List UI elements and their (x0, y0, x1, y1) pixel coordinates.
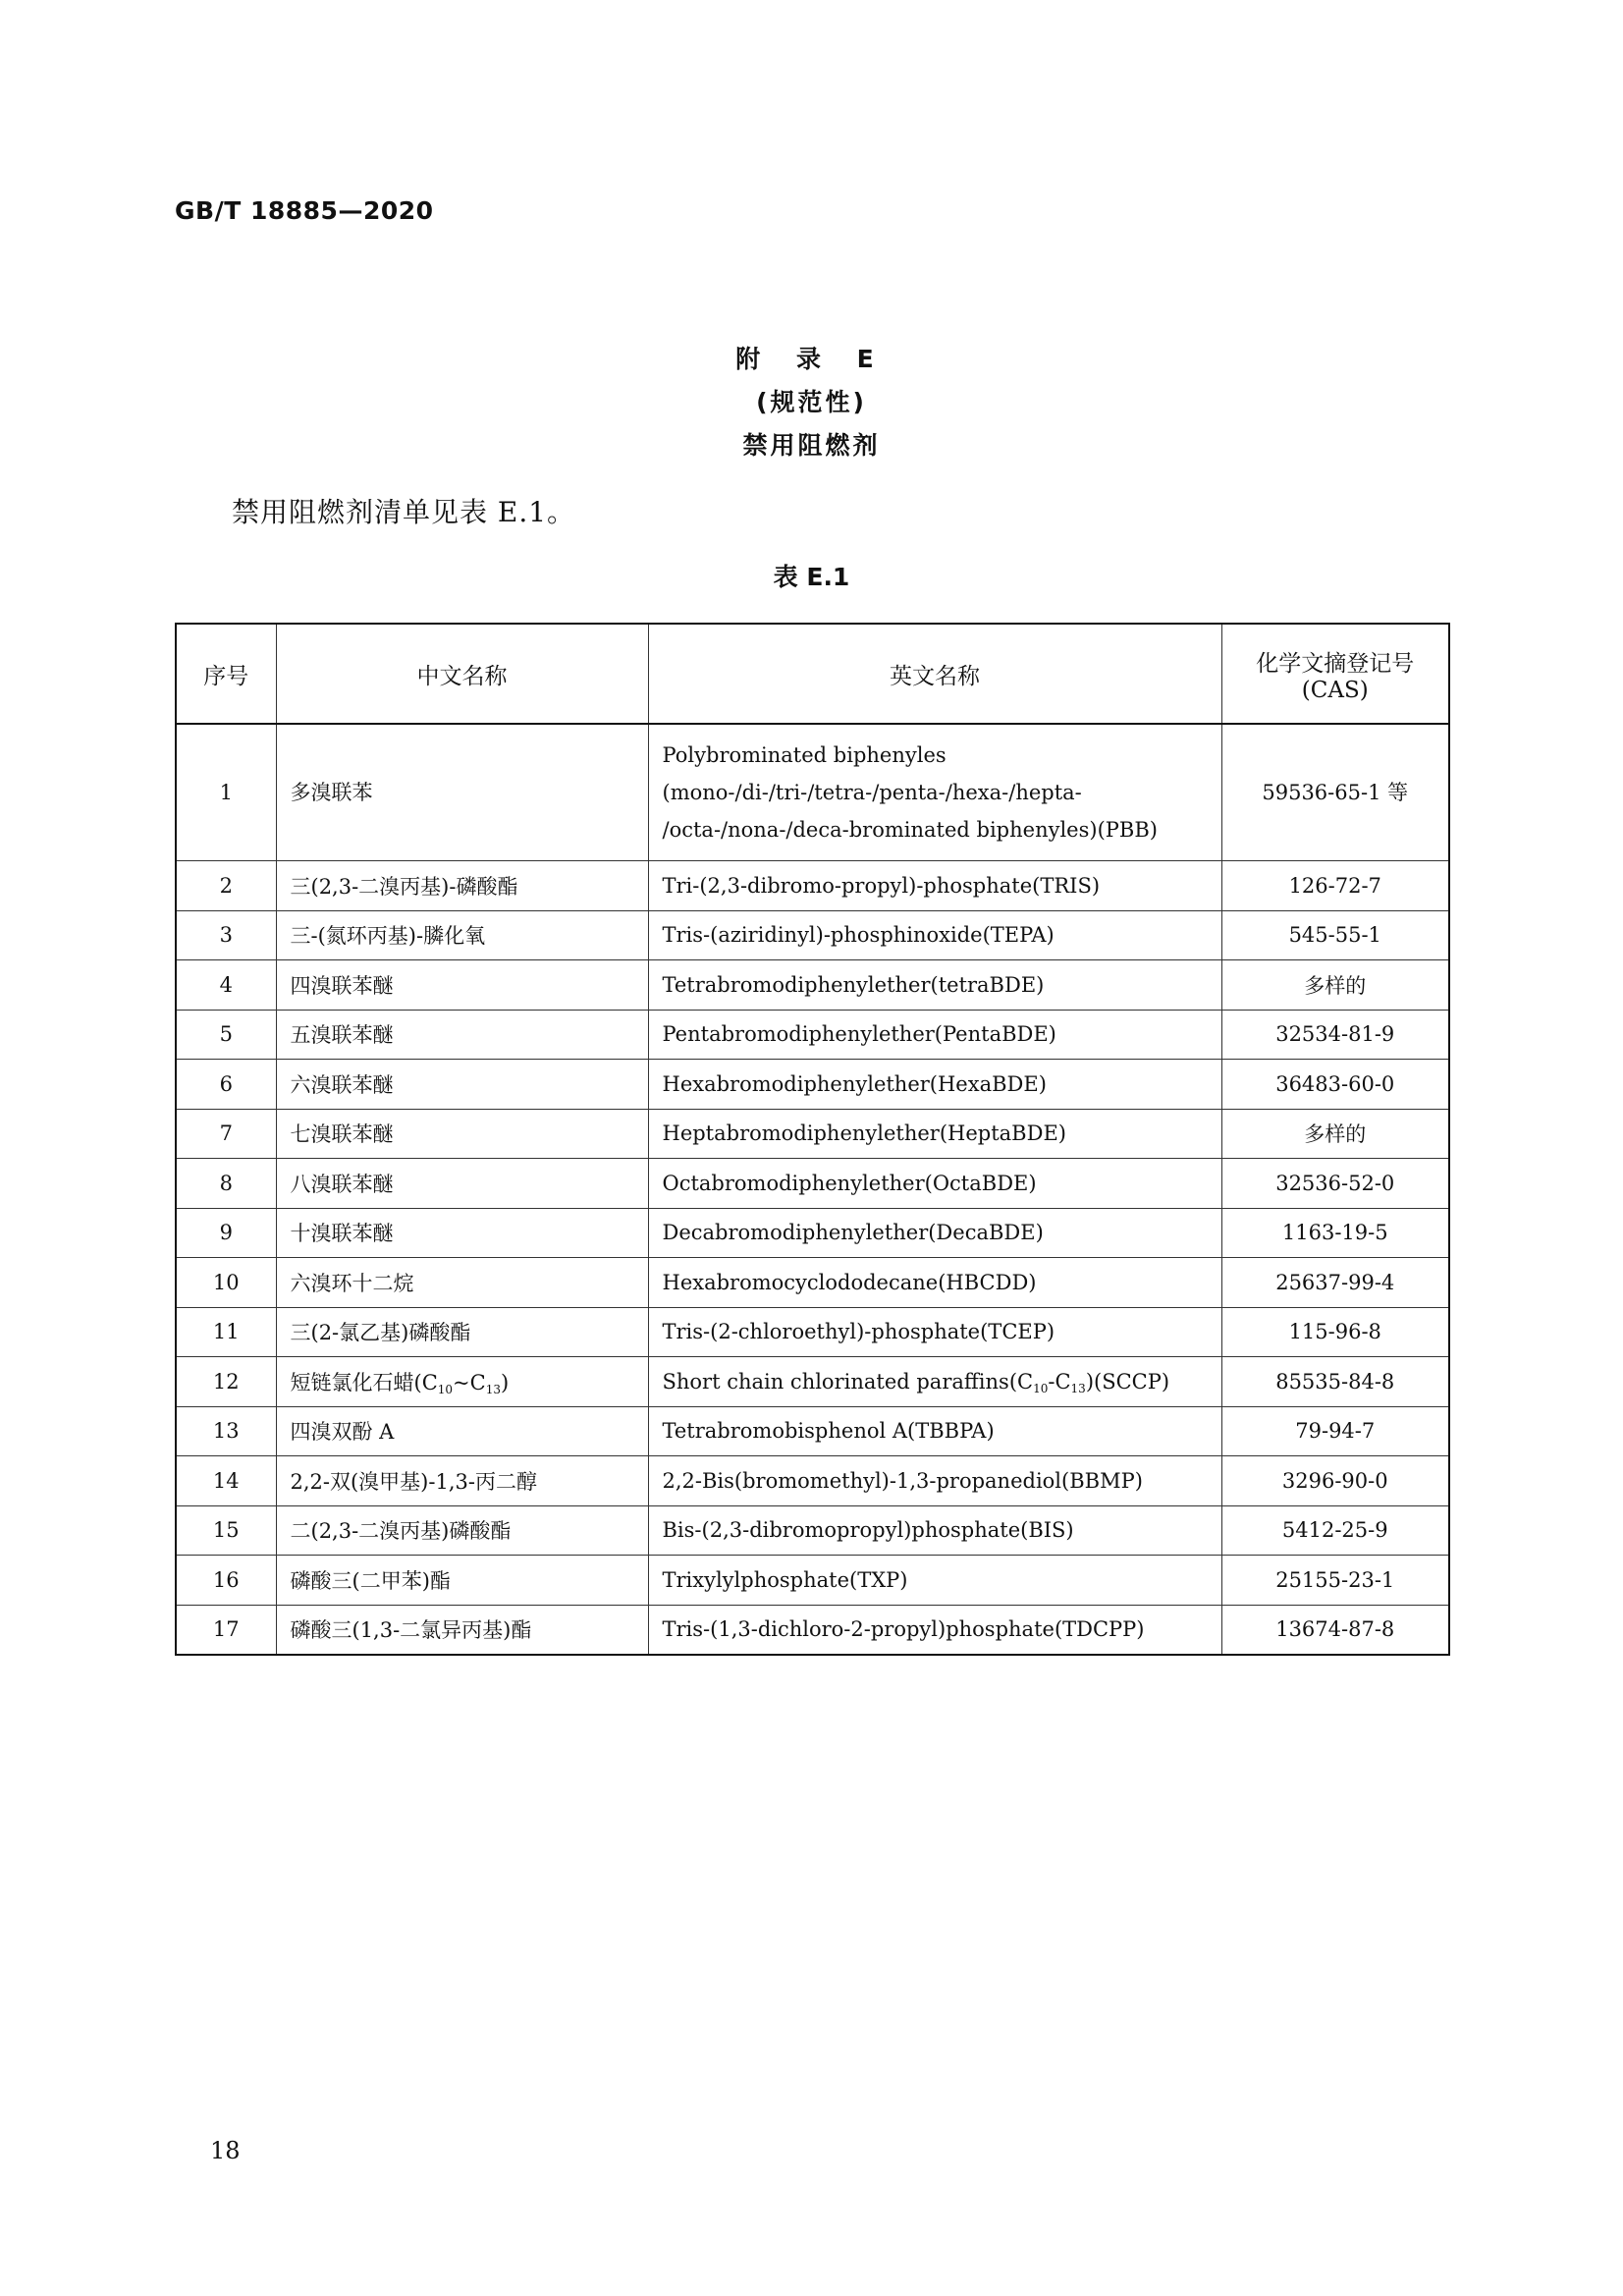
cell-no: 7 (176, 1109, 276, 1159)
header-no: 序号 (176, 624, 276, 724)
cell-cas: 545-55-1 (1221, 910, 1449, 960)
cell-zh: 2,2-双(溴甲基)-1,3-丙二醇 (276, 1456, 648, 1506)
cell-no: 14 (176, 1456, 276, 1506)
zh-subscript-10: 10 (437, 1382, 454, 1396)
table-row (176, 1159, 1449, 1209)
cell-zh: 六溴环十二烷 (276, 1258, 648, 1308)
header-cas-line1: 化学文摘登记号 (1256, 650, 1415, 677)
table-row (176, 1456, 1449, 1506)
cell-en-line3: /octa-/nona-/deca-brominated biphenyles)(PBB) (662, 818, 1158, 842)
cell-zh: 二(2,3-二溴丙基)磷酸酯 (276, 1505, 648, 1556)
cell-en: Pentabromodiphenylether(PentaBDE) (648, 1010, 1221, 1060)
cell-zh: 五溴联苯醚 (276, 1010, 648, 1060)
table-row (176, 1357, 1449, 1407)
cell-no: 9 (176, 1208, 276, 1258)
intro-paragraph: 禁用阻燃剂清单见表 E.1。 (232, 496, 576, 528)
cell-cas: 36483-60-0 (1221, 1060, 1449, 1110)
cell-en: Tris-(1,3-dichloro-2-propyl)phosphate(TDCPP) (648, 1605, 1221, 1655)
cell-no: 3 (176, 910, 276, 960)
annex-type: (规范性) (756, 388, 867, 416)
table-row (176, 1258, 1449, 1308)
zh-subscript-13: 13 (485, 1382, 501, 1396)
zh-text-post: ) (501, 1370, 510, 1394)
cell-zh: 四溴联苯醚 (276, 960, 648, 1011)
cell-no: 15 (176, 1505, 276, 1556)
cell-no: 13 (176, 1406, 276, 1456)
annex-label: 附 录 E (735, 345, 888, 373)
cell-cas: 5412-25-9 (1221, 1505, 1449, 1556)
zh-text-mid: ~C (453, 1370, 486, 1394)
cell-en: Octabromodiphenylether(OctaBDE) (648, 1159, 1221, 1209)
table-row (176, 1605, 1449, 1655)
cell-zh: 八溴联苯醚 (276, 1159, 648, 1209)
cell-en: Tris-(aziridinyl)-phosphinoxide(TEPA) (648, 910, 1221, 960)
cell-cas: 85535-84-8 (1221, 1357, 1449, 1407)
cell-en (648, 724, 1221, 861)
cell-zh: 磷酸三(1,3-二氯异丙基)酯 (276, 1605, 648, 1655)
cell-zh (276, 1357, 648, 1407)
en-text-post: )(SCCP) (1085, 1369, 1170, 1394)
cell-zh: 十溴联苯醚 (276, 1208, 648, 1258)
table-row (176, 861, 1449, 911)
cell-zh: 四溴双酚 A (276, 1406, 648, 1456)
header-cas (1221, 624, 1449, 724)
table-header-row (176, 624, 1449, 724)
en-text-mid: -C (1048, 1369, 1071, 1394)
cell-en: 2,2-Bis(bromomethyl)-1,3-propanediol(BBMP) (648, 1456, 1221, 1506)
cell-en: Tetrabromobisphenol A(TBBPA) (648, 1406, 1221, 1456)
cell-cas: 多样的 (1221, 1109, 1449, 1159)
cell-cas: 32534-81-9 (1221, 1010, 1449, 1060)
cell-en: Hexabromocyclododecane(HBCDD) (648, 1258, 1221, 1308)
cell-zh: 磷酸三(二甲苯)酯 (276, 1556, 648, 1606)
en-subscript-13: 13 (1070, 1381, 1086, 1395)
cell-en: Tris-(2-chloroethyl)-phosphate(TCEP) (648, 1307, 1221, 1357)
cell-cas: 59536-65-1 等 (1221, 724, 1449, 861)
en-text-pre: Short chain chlorinated paraffins(C (662, 1369, 1034, 1394)
standard-code: GB/T 18885—2020 (175, 196, 434, 225)
cell-en: Heptabromodiphenylether(HeptaBDE) (648, 1109, 1221, 1159)
header-zh: 中文名称 (276, 624, 648, 724)
en-subscript-10: 10 (1033, 1381, 1049, 1395)
cell-cas: 1163-19-5 (1221, 1208, 1449, 1258)
cell-en (648, 1357, 1221, 1407)
table-row (176, 960, 1449, 1011)
table-row (176, 1307, 1449, 1357)
cell-en: Decabromodiphenylether(DecaBDE) (648, 1208, 1221, 1258)
cell-cas: 3296-90-0 (1221, 1456, 1449, 1506)
table-caption: 表 E.1 (773, 563, 850, 591)
cell-no: 10 (176, 1258, 276, 1308)
cell-en: Tri-(2,3-dibromo-propyl)-phosphate(TRIS) (648, 861, 1221, 911)
cell-cas: 79-94-7 (1221, 1406, 1449, 1456)
table-row (176, 1556, 1449, 1606)
table-row (176, 1505, 1449, 1556)
header-en: 英文名称 (648, 624, 1221, 724)
cell-no: 12 (176, 1357, 276, 1407)
cell-no: 11 (176, 1307, 276, 1357)
table-row (176, 910, 1449, 960)
cell-no: 8 (176, 1159, 276, 1209)
cell-zh: 六溴联苯醚 (276, 1060, 648, 1110)
cell-cas: 25155-23-1 (1221, 1556, 1449, 1606)
cell-cas: 32536-52-0 (1221, 1159, 1449, 1209)
cell-cas: 多样的 (1221, 960, 1449, 1011)
cell-no: 2 (176, 861, 276, 911)
cell-cas: 126-72-7 (1221, 861, 1449, 911)
zh-text-pre: 短链氯化石蜡(C (290, 1370, 438, 1394)
cell-cas: 13674-87-8 (1221, 1605, 1449, 1655)
cell-no: 6 (176, 1060, 276, 1110)
annex-title: 禁用阻燃剂 (742, 431, 881, 460)
flame-retardant-table (175, 623, 1450, 1656)
table-row (176, 1010, 1449, 1060)
page-number: 18 (210, 2137, 241, 2164)
cell-en-line1: Polybrominated biphenyles (662, 743, 947, 767)
table-row (176, 1406, 1449, 1456)
cell-zh: 三(2,3-二溴丙基)-磷酸酯 (276, 861, 648, 911)
cell-no: 4 (176, 960, 276, 1011)
table-row (176, 1060, 1449, 1110)
cell-no: 16 (176, 1556, 276, 1606)
cell-zh: 三(2-氯乙基)磷酸酯 (276, 1307, 648, 1357)
table-row (176, 1208, 1449, 1258)
table-row (176, 1109, 1449, 1159)
cell-cas: 115-96-8 (1221, 1307, 1449, 1357)
cell-zh: 三-(氮环丙基)-膦化氧 (276, 910, 648, 960)
cell-no: 17 (176, 1605, 276, 1655)
cell-zh: 多溴联苯 (276, 724, 648, 861)
table-row (176, 724, 1449, 861)
header-cas-line2: (CAS) (1301, 677, 1369, 703)
cell-cas: 25637-99-4 (1221, 1258, 1449, 1308)
cell-en: Hexabromodiphenylether(HexaBDE) (648, 1060, 1221, 1110)
cell-no: 1 (176, 724, 276, 861)
cell-en: Trixylylphosphate(TXP) (648, 1556, 1221, 1606)
cell-zh: 七溴联苯醚 (276, 1109, 648, 1159)
cell-en-line2: (mono-/di-/tri-/tetra-/penta-/hexa-/hepta- (662, 781, 1082, 804)
cell-en: Tetrabromodiphenylether(tetraBDE) (648, 960, 1221, 1011)
cell-no: 5 (176, 1010, 276, 1060)
cell-en: Bis-(2,3-dibromopropyl)phosphate(BIS) (648, 1505, 1221, 1556)
